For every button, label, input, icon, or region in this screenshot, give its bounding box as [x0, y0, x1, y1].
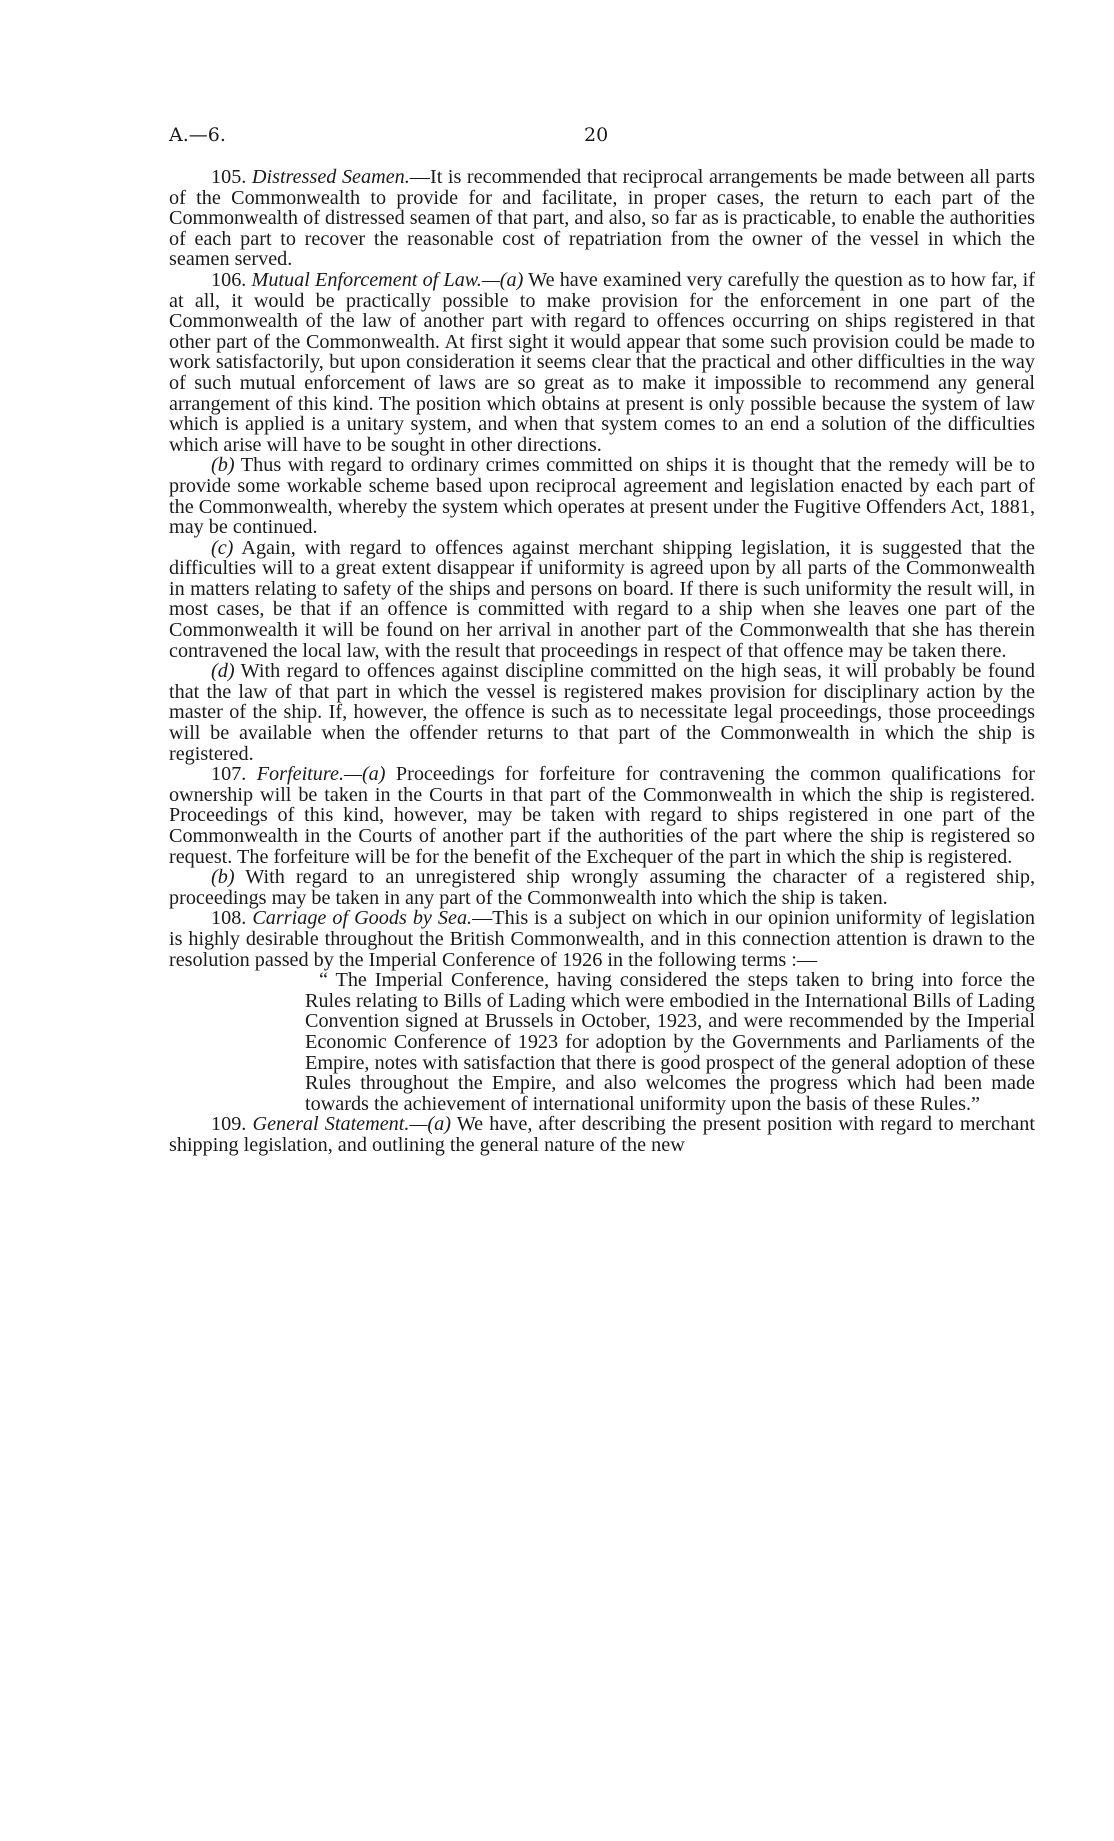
paragraph-lead: 106. [211, 268, 252, 291]
paragraph-text: With regard to offences against discipline committed on the high seas, it will probably be found that the law of that part in which the vessel is registered makes provision for disciplinary action by the master of the ship. If, however, the offence is such as to necessitate legal proceedings, those proceedings will be available when the offender returns to that part of the Commonwealth in which the ship is registered. [169, 660, 1035, 765]
paragraph-text: “ The Imperial Conference, having considered the steps taken to bring into force the Rules relating to Bills of Lading which were embodied in the International Bills of Lading Convention signed at Brussels in October, 1923, and were recommended by the Imperial Economic Conference of 1923 for adoption by the Governments and Parliaments of the Empire, notes with satisfaction that there is good prospect of the general adoption of these Rules throughout the Empire, and also welcomes the progress which had been made towards the achievement of international uniformity upon the basis of these Rules.” [305, 969, 1035, 1115]
document-body [169, 167, 1035, 1156]
paragraph-lead: 108. [211, 907, 253, 930]
paragraph-text: —This is a subject on which in our opinion uniformity of legislation is highly desirable throughout the British Commonwealth, and in this connection attention is drawn to the resolution passed by the Imperial Conference of 1926 in the following terms :— [169, 907, 1035, 971]
paragraph-text: Again, with regard to offences against merchant shipping legislation, it is suggested that the difficulties will to a great extent disappear if uniformity is agreed upon by all parts of the Commonwealth in matters relating to safety of the ships and persons on board. If there is such uniformity the result will, in most cases, be that if an offence is committed with regard to a ship when she leaves one part of the Commonwealth it will be found on her arrival in another part of the Commonwealth that she has therein contravened the local law, with the result that proceedings in respect of that offence may be taken there. [169, 536, 1035, 662]
paragraph [169, 167, 1035, 270]
paragraph-title: Distressed Seamen. [251, 166, 410, 188]
paragraph-sub: —(a) [481, 268, 524, 291]
paragraph [169, 867, 1035, 908]
paragraph-lead: 109. [211, 1113, 253, 1136]
paragraph-text: With regard to an unregistered ship wrongly assuming the character of a registered ship, proceedings may be taken in any part of the Commonwealth into which the ship is taken. [169, 866, 1035, 909]
paragraph [169, 908, 1035, 970]
paragraph-text: Thus with regard to ordinary crimes committed on ships it is thought that the remedy will be to provide some workable scheme based upon reciprocal agreement and legislation enacted by each part of the Commonwealth, whereby the system which operates at present under the Fugitive Offenders Act, 1881, may be continued. [169, 454, 1035, 539]
paragraph-text: We have, after describing the present position with regard to merchant shipping legislation, and outlining the general nature of the new [169, 1113, 1036, 1156]
paragraph-title: General Statement. [252, 1113, 410, 1136]
paragraph-title: Mutual Enforcement of Law. [251, 268, 482, 291]
page-number: 20 [584, 124, 609, 146]
paragraph-sub: (c) [211, 536, 234, 559]
paragraph [169, 764, 1035, 867]
quoted-resolution [305, 970, 1035, 1114]
paragraph-lead: 105. [211, 166, 252, 188]
paragraph-text: Proceedings for forfeiture for contravening the common qualifications for ownership will be taken in the Courts in that part of the Commonwealth in which the ship is registered. Proceedings of this kind, however, may be taken with regard to ships registered in one part of the Commonwealth in the Courts of another part if the authorities of the part where the ship is registered so request. The forfeiture will be for the benefit of the Exchequer of the part in which the ship is registered. [169, 763, 1036, 868]
paragraph [169, 455, 1035, 537]
paragraph-sub: —(a) [409, 1113, 451, 1136]
section-code: A.—6. [169, 124, 226, 146]
paragraph [169, 270, 1035, 455]
paragraph-text: —It is recommended that reciprocal arrangements be made between all parts of the Commonwealth to provide for and facilitate, in proper cases, the return to each part of the Commonwealth of distressed seamen of that part, and also, so far as is practicable, to enable the authorities of each part to recover the reasonable cost of repatriation from the owner of the vessel in which the seamen served. [169, 166, 1035, 271]
paragraph-sub: (b) [211, 866, 235, 889]
paragraph-text: We have examined very carefully the question as to how far, if at all, it would be practically possible to make provision for the enforcement in one part of the Commonwealth of the law of another part with regard to offences occurring on ships registered in that other part of the Commonwealth. At first sight it would appear that some such provision could be made to work satisfactorily, but upon consideration it seems clear that the practical and other difficulties in the way of such mutual enforcement of laws are so great as to make it impossible to recommend any general arrangement of this kind. The position which obtains at present is only possible because the system of law which is applied is a unitary system, and when that system comes to an end a solution of the difficulties which arise will have to be sought in other directions. [169, 268, 1036, 456]
paragraph-title: Carriage of Goods by Sea. [252, 907, 473, 930]
paragraph [169, 538, 1035, 662]
paragraph-title: Forfeiture. [256, 763, 344, 786]
paragraph-sub: (b) [211, 454, 235, 477]
paragraph [169, 661, 1035, 764]
paragraph-sub: —(a) [344, 763, 386, 786]
paragraph-sub: (d) [211, 660, 235, 683]
paragraph-lead: 107. [211, 763, 257, 786]
paragraph [169, 1114, 1035, 1155]
